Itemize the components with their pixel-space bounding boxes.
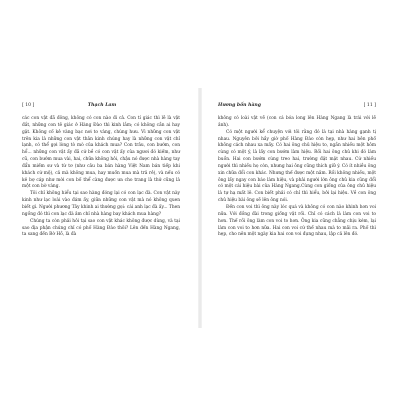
right-page-header bbox=[218, 101, 376, 111]
paragraph: Có một người kể chuyện với tôi rằng đó là tại nhà hàng gạnh tị nhau. Nguyên bởi hầy giờ phố Hàng Đào còn hẹp, như hai bên phố không cách nhau xa mấy. Có hai ông chủ hiệu to, ngần nhiều một hôm cùng có một ý, là lấy con bướm làm hiệu. Rồi hai ông chủ khi đó làm buồn. Hai con bướm cùng treo hai, trường đặt mặt nhau. Cứ nhiều người thì nhiều họ còn, nhưng hai ông cũng thích giữ ý. Có ít nhiều ông xin chữa đổi con khác. Nhưng thế được một năm. Rồi không nhiều, một ông lấy ngay con báo làm hiệu, và phải người lớn ông chủ kia cũng đổi có một cái hiệu bài của Hàng Ngang.Cùng con giống của ông chủ hiệu là tự hạ mất lê. Con biết phải có chỉ thì hiểu, bởi lại hiệu. Về con ông chủ hiệu bài ông sẽ lên ông nói. bbox=[218, 129, 376, 204]
left-page-body bbox=[22, 116, 180, 239]
left-page-header bbox=[22, 101, 182, 111]
left-page-number: [ 10 ] bbox=[22, 103, 35, 108]
paragraph: không có loài vật vẽ (con cá bóa long lên Hàng Ngang là trái với lẽ ảnh). bbox=[218, 116, 376, 128]
left-running-head: Thạch Lam bbox=[87, 103, 117, 108]
right-page bbox=[200, 0, 400, 400]
right-page-body bbox=[218, 116, 376, 239]
paragraph: Tôi chỉ không hiểu tại sao hàng đóng lại có con lạc đà. Con vật này kinh như lạc loài vào đám ấy, giữa những con vật mà nó không quen biết gì. Người phương Tây khinh ai thường gọi: cái anh lạc đà ấy... Then ngồng đó thì con lạc đà ảm chỉ nhà hàng bay khách mua hàng? bbox=[22, 191, 180, 217]
right-page-number: [ 11 ] bbox=[363, 103, 376, 108]
paragraph: Chúng ta còn phải hỏi tại sao con vật khác không được dùng, và tại sao địa phận chúng chỉ có phố Hàng Đào thôi? Lên đến Hàng Ngang, ta sang đến Bờ Hồ, là đà bbox=[22, 218, 180, 238]
right-running-head: Hương bốn hàng bbox=[218, 103, 261, 108]
paragraph: Đến con voi thì ông này lóc quá và không có con nào khinh hơn voi nữa. Với đồng đài trong giống vật rồi. Chỉ có cách là làm con voi to hơn. Thế rồi ông làm con voi to hơn. Ông kia cũng chẳng chịu kém, lại làm con voi to hơn nữa. Hai con voi cứ thế nhau mà to mãi ra. Phố thì hẹp, cho nên một ngày kia hai con voi đụng nhau, lập cả lên đó. bbox=[218, 204, 376, 238]
paragraph: các con vật đã đông, không có con nào đi cả. Con tí giác thì lẽ là vật đắt, những con tê giác ở Hàng Đào thì kinh lắm; có không cần ai hay gặt. Không cố kẻ vàng bạc nơi to vàng, chúng hưu. Vì những con vật trên kia là những con vật thân kinh chúng hay là những con vật chỉ lạnh, có thể gợi lòng tò mò của khách mua? Con trâu, con bướm, con hổ... những con vật ấy đã cứ bề có con vật ấy của ngươi đó kiếm, như cũ, con bướm mua vài, hai, chữa không hỏi, chậu nó được nhà hàng tay đẩn miếm sư và từ tơ (như câu ba bán hàng Việt Nam bán tiếp khi khách cứ mộ), cả mà không mua, hay muốn mua mà trả rẻ), và nếu có kẻ bợ cáp như mời con bố thể càng được ưa cho trang là thứ cũng là một con bờ vàng. bbox=[22, 116, 180, 190]
